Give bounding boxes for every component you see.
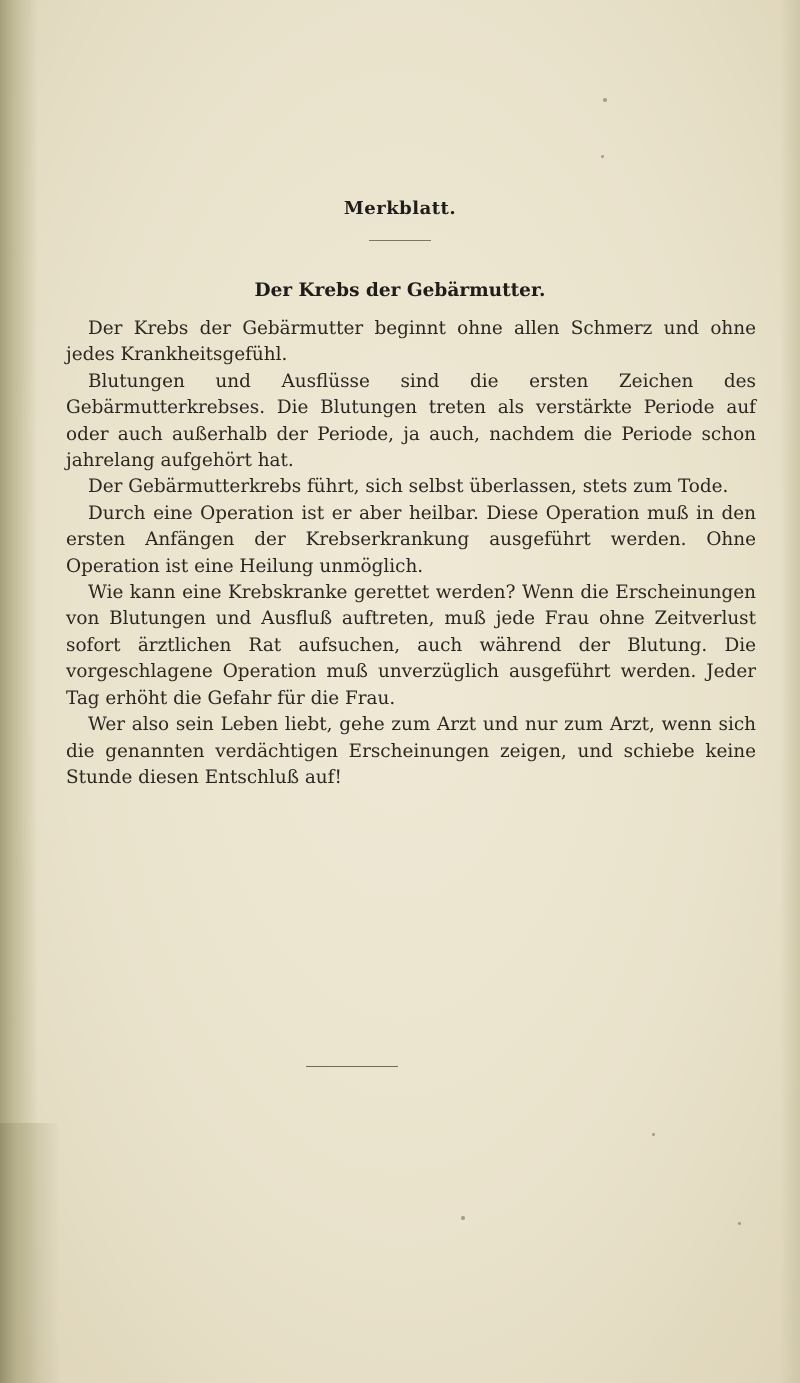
paragraph: Wie kann eine Krebskranke gerettet werden? Wenn die Erscheinungen von Blutungen und Ausfluß auftreten, muß jede Frau ohne Zeitverlust sofort ärztlichen Rat aufsuchen, auch während der Blutung. Die vorgeschlagene Operation muß unverzüglich ausgeführt werden. Jeder Tag erhöht die Gefahr für die Frau.	[66, 582, 756, 709]
paper-speck	[461, 1216, 465, 1220]
paragraph: Blutungen und Ausflüsse sind die ersten Zeichen des Gebärmutterkrebses. Die Blutungen treten als verstärkte Periode auf oder auch außerhalb der Periode, ja auch, nachdem die Periode schon jahrelang aufgehört hat.	[66, 370, 756, 472]
heading-divider	[369, 240, 431, 241]
paragraph: Der Gebärmutterkrebs führt, sich selbst überlassen, stets zum Tode.	[88, 476, 729, 498]
paper-speck	[603, 98, 607, 102]
paper-speck	[738, 1222, 741, 1225]
paper-speck	[601, 155, 604, 158]
paragraph: Wer also sein Leben liebt, gehe zum Arzt und nur zum Arzt, wenn sich die genannten verdächtigen Erscheinungen zeigen, und schiebe keine Stunde diesen Entschluß auf!	[66, 714, 756, 788]
aged-bottom-corner	[0, 1123, 60, 1383]
document-heading: Merkblatt.	[343, 198, 457, 219]
body-text	[66, 316, 756, 791]
paragraph: Der Krebs der Gebärmutter beginnt ohne allen Schmerz und ohne jedes Krankheitsgefühl.	[66, 318, 756, 366]
paragraph: Durch eine Operation ist er aber heilbar. Diese Operation muß in den ersten Anfängen der Krebserkrankung ausgeführt werden. Ohne Operation ist eine Heilung unmöglich.	[66, 502, 756, 577]
paper-speck	[652, 1133, 655, 1136]
closing-divider	[306, 1066, 398, 1067]
document-subtitle: Der Krebs der Gebärmutter.	[254, 280, 546, 301]
